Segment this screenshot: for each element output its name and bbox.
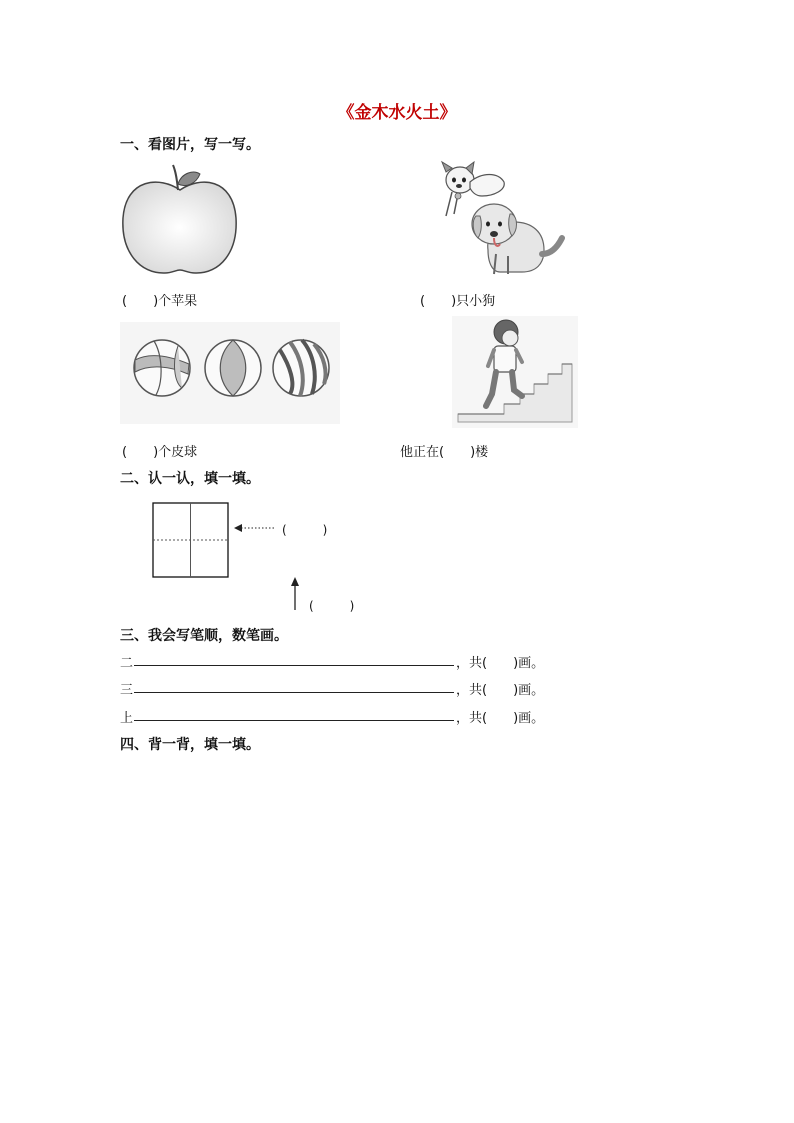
balls-caption: ( )个皮球 xyxy=(122,445,198,460)
apple-caption: ( )个苹果 xyxy=(122,294,198,309)
balls-illustration xyxy=(120,322,340,428)
stroke-order-line[interactable] xyxy=(134,649,454,666)
stroke-row-char: 上 xyxy=(120,711,134,726)
section4-heading: 四、背一背，填一填。 xyxy=(120,737,260,753)
dogs-illustration xyxy=(432,158,567,284)
stroke-count-text: ，共( )画。 xyxy=(456,683,545,698)
stroke-count-text: ，共( )画。 xyxy=(456,711,545,726)
apple-illustration xyxy=(120,160,240,282)
section3-heading: 三、我会写笔顺，数笔画。 xyxy=(120,628,288,644)
section1-heading: 一、看图片，写一写。 xyxy=(120,137,260,153)
stroke-row-char: 二 xyxy=(120,656,134,671)
stroke-order-line[interactable] xyxy=(134,704,454,721)
stairs-caption: 他正在( )楼 xyxy=(400,445,489,460)
section2-heading: 二、认一认，填一填。 xyxy=(120,471,260,487)
stroke-order-line[interactable] xyxy=(134,676,454,693)
stroke-row-char: 三 xyxy=(120,683,134,698)
stairs-illustration xyxy=(452,316,578,432)
dogs-caption: ( )只小狗 xyxy=(420,294,496,309)
grid-blank-bottom: ( ) xyxy=(309,599,355,613)
page-title: 《金木水火土》 xyxy=(337,103,457,123)
stroke-count-text: ，共( )画。 xyxy=(456,656,545,671)
grid-blank-right: ( ) xyxy=(282,523,328,537)
